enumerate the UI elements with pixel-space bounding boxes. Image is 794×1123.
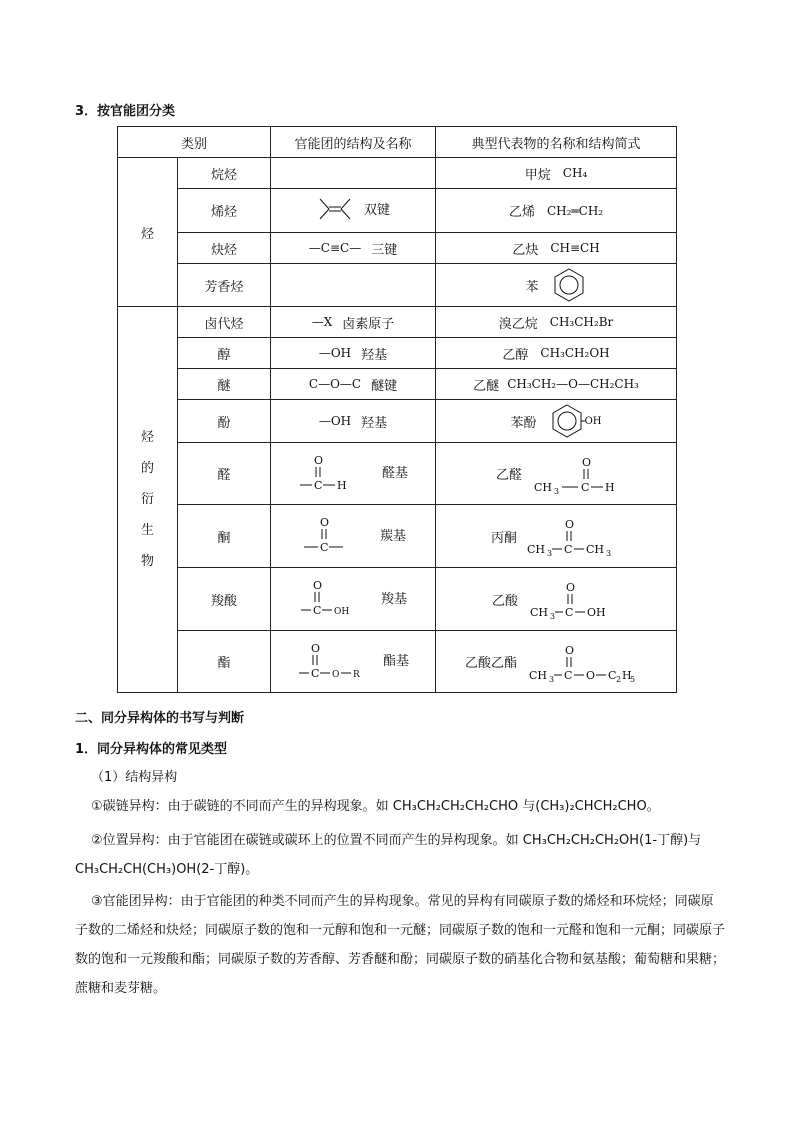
example-name: 乙酸	[492, 593, 519, 609]
svg-text:O: O	[314, 453, 324, 467]
svg-text:O: O	[582, 455, 592, 469]
table-row	[118, 443, 677, 505]
table-row	[118, 400, 677, 443]
fg-cell	[271, 631, 436, 693]
group-hydrocarbon: 烃	[118, 158, 178, 307]
table-row	[118, 264, 677, 307]
svg-text:O: O	[332, 669, 340, 680]
svg-text:O: O	[565, 518, 575, 531]
class-cell: 酯	[178, 631, 271, 693]
header-category: 类别	[118, 127, 271, 158]
table-row	[118, 338, 677, 369]
header-functional-group: 官能团的结构及名称	[271, 127, 436, 158]
example-name: 苯酚	[510, 415, 537, 431]
table-row	[118, 189, 677, 233]
fg-name: 醚键	[371, 378, 398, 394]
svg-text:3: 3	[550, 612, 556, 621]
svg-text:CH: CH	[534, 480, 553, 494]
acetaldehyde-structure	[532, 452, 616, 496]
svg-text:CH: CH	[529, 668, 548, 682]
fg-name: 三键	[371, 242, 398, 258]
fg-cell	[271, 338, 436, 369]
svg-text:C: C	[314, 478, 323, 492]
example-name: 乙醇	[502, 347, 529, 363]
svg-text:C: C	[608, 668, 617, 682]
example-formula: CH₃CH₂Br	[549, 315, 614, 329]
class-cell: 羧酸	[178, 568, 271, 631]
example-name: 甲烷	[524, 167, 551, 183]
fg-cell	[271, 369, 436, 400]
svg-text:5: 5	[630, 674, 636, 684]
functional-group-table	[117, 126, 677, 693]
example-name: 苯	[525, 279, 539, 295]
phenol-ring-structure	[549, 403, 585, 439]
example-name: 丙酮	[491, 530, 518, 546]
table-row	[118, 233, 677, 264]
class-cell: 醛	[178, 443, 271, 505]
example-formula: CH₂═CH₂	[546, 203, 604, 218]
example-formula: CH≡CH	[550, 241, 600, 255]
example-cell	[436, 158, 677, 189]
acetone-structure	[525, 514, 621, 558]
class-cell: 醇	[178, 338, 271, 369]
svg-text:C: C	[320, 541, 329, 554]
example-cell	[436, 233, 677, 264]
fg-name: 羟基	[361, 415, 388, 431]
fg-cell	[271, 158, 436, 189]
svg-text:O: O	[565, 643, 575, 657]
class-cell: 烯烃	[178, 189, 271, 233]
benzene-ring-structure	[551, 267, 587, 303]
svg-text:O: O	[586, 668, 596, 682]
fg-name: 醛基	[382, 466, 409, 481]
svg-text:CH: CH	[527, 543, 546, 556]
example-formula: CH₃CH₂—O—CH₂CH₃	[507, 377, 639, 391]
example-name: 溴乙烷	[498, 316, 538, 332]
table-row	[118, 631, 677, 693]
subsection-1-title: 1．同分异构体的常见类型	[75, 742, 228, 757]
example-cell	[436, 369, 677, 400]
fg-cell	[271, 400, 436, 443]
paragraph-chain-isomerism: ①碳链异构：由于碳链的不同而产生的异构现象。如 CH₃CH₂CH₂CH₂CHO 与(CH₃)₂CHCH₂CHO。	[91, 799, 660, 814]
svg-text:OH: OH	[587, 606, 606, 619]
svg-text:CH: CH	[530, 606, 549, 619]
example-formula: CH₃CH₂OH	[540, 346, 610, 360]
fg-name: 卤素原子	[342, 316, 395, 332]
fg-structure: —C≡C—	[308, 241, 362, 255]
example-cell	[436, 189, 677, 233]
example-cell	[436, 631, 677, 693]
fg-cell	[271, 189, 436, 233]
fg-cell	[271, 264, 436, 307]
svg-text:3: 3	[547, 549, 553, 558]
table-row	[118, 369, 677, 400]
svg-text:C: C	[564, 668, 573, 682]
group-derivative: 烃的衍生物	[118, 307, 178, 693]
double-bond-structure	[316, 196, 354, 222]
table-row	[118, 307, 677, 338]
aldehyde-group-structure	[298, 450, 354, 494]
fg-structure: —OH	[318, 414, 352, 428]
paragraph-position-isomerism: ②位置异构：由于官能团在碳链或碳环上的位置不同而产生的异构现象。如 CH₃CH₂CH₂CH₂OH(1-丁醇)与 CH₃CH₂CH(CH₃)OH(2-丁醇)。	[75, 833, 702, 877]
section-3-title: 3．按官能团分类	[75, 104, 176, 119]
example-name: 乙烯	[508, 205, 535, 220]
example-cell	[436, 338, 677, 369]
fg-structure: —X	[311, 315, 333, 329]
example-name: 乙炔	[512, 242, 539, 258]
table-row	[118, 158, 677, 189]
svg-text:3: 3	[554, 486, 560, 496]
svg-text:3: 3	[606, 549, 612, 558]
example-formula: OH	[584, 415, 602, 427]
example-name: 乙酸乙酯	[465, 656, 518, 671]
ketone-group-structure	[300, 512, 350, 556]
svg-text:O: O	[320, 516, 330, 529]
svg-text:O: O	[566, 581, 576, 594]
paragraph-structure-isomerism: （1）结构异构	[91, 770, 178, 785]
section-2-title: 二、同分异构体的书写与判断	[75, 711, 245, 726]
example-name: 乙醚	[473, 378, 500, 394]
svg-text:O: O	[311, 641, 321, 655]
example-cell	[436, 264, 677, 307]
svg-text:H: H	[337, 478, 347, 492]
fg-name: 双键	[364, 203, 391, 218]
table-header-row	[118, 127, 677, 158]
class-cell: 烷烃	[178, 158, 271, 189]
class-cell: 酮	[178, 505, 271, 568]
paragraph-functional-isomerism: ③官能团异构：由于官能团的种类不同而产生的异构现象。常见的异构有同碳原子数的烯烃和环烷烃；同碳原子数的二烯烃和炔烃；同碳原子数的饱和一元醇和饱和一元醚；同碳原子数的饱和一元醛和饱和一元酮；同碳原子数的饱和一元羧酸和酯；同碳原子数的芳香醇、芳香醚和酚；同碳原子数的硝基化合物和氨基酸；葡萄糖和果糖；蔗糖和麦芽糖。	[75, 894, 726, 996]
fg-cell	[271, 568, 436, 631]
ethyl-acetate-structure	[527, 640, 647, 684]
carboxyl-group-structure	[299, 575, 355, 619]
fg-cell	[271, 443, 436, 505]
fg-structure: —OH	[318, 346, 352, 360]
fg-name: 羧基	[381, 591, 408, 607]
class-cell: 酚	[178, 400, 271, 443]
fg-cell	[271, 307, 436, 338]
svg-text:C: C	[581, 480, 590, 494]
svg-text:2: 2	[616, 674, 622, 684]
ester-group-structure	[297, 638, 369, 682]
svg-text:C: C	[313, 604, 322, 617]
example-cell	[436, 307, 677, 338]
class-cell: 醚	[178, 369, 271, 400]
example-cell	[436, 505, 677, 568]
table-row	[118, 568, 677, 631]
header-representative: 典型代表物的名称和结构简式	[436, 127, 677, 158]
svg-text:3: 3	[549, 674, 555, 684]
fg-structure: C—O—C	[308, 377, 362, 391]
svg-text:CH: CH	[586, 543, 605, 556]
svg-text:C: C	[311, 666, 320, 680]
fg-name: 羟基	[361, 347, 388, 363]
class-cell: 炔烃	[178, 233, 271, 264]
example-formula: CH₄	[562, 166, 588, 180]
table-row	[118, 505, 677, 568]
svg-text:H: H	[622, 668, 632, 682]
example-cell	[436, 568, 677, 631]
fg-cell	[271, 505, 436, 568]
acetic-acid-structure	[528, 577, 620, 621]
example-name: 乙醛	[496, 468, 523, 483]
svg-text:R: R	[353, 669, 360, 680]
svg-text:H: H	[605, 480, 615, 494]
svg-text:O: O	[313, 579, 323, 592]
svg-text:C: C	[565, 606, 574, 619]
fg-cell	[271, 233, 436, 264]
class-cell: 芳香烃	[178, 264, 271, 307]
class-cell: 卤代烃	[178, 307, 271, 338]
example-cell	[436, 400, 677, 443]
svg-text:OH: OH	[334, 607, 350, 617]
fg-name: 羰基	[380, 528, 407, 544]
fg-name: 酯基	[383, 654, 410, 669]
example-cell	[436, 443, 677, 505]
svg-text:C: C	[564, 543, 573, 556]
